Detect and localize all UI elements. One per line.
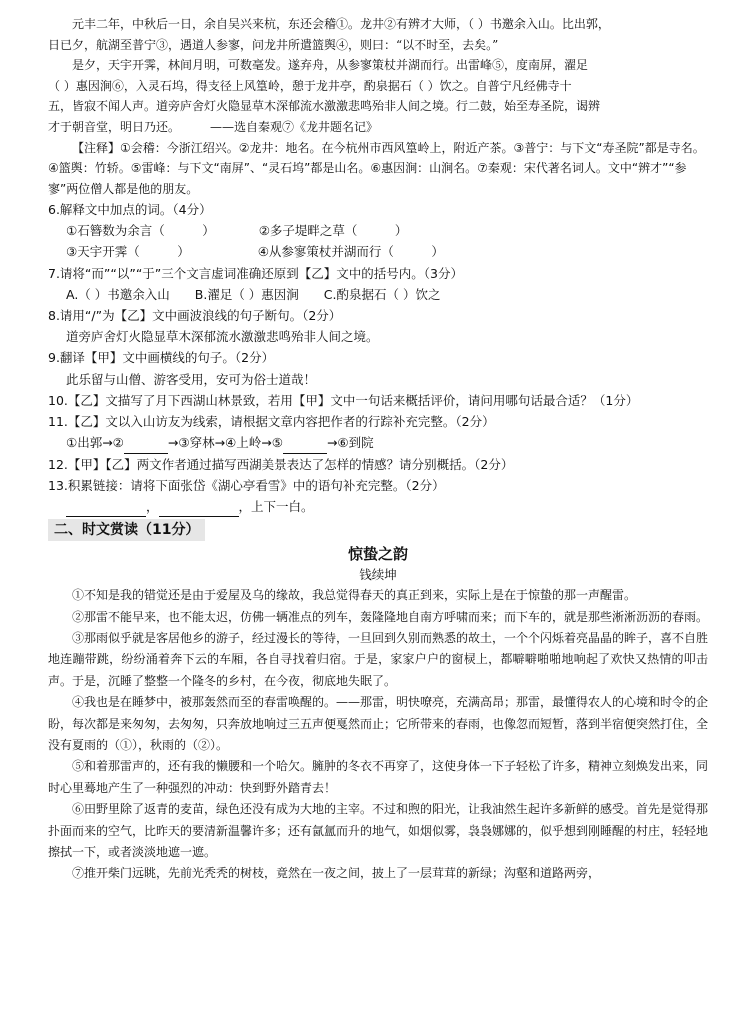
- article-title: 惊蛰之韵: [347, 545, 408, 564]
- article-author: 钱续坤: [359, 567, 397, 583]
- question-13-blanks: [48, 496, 708, 517]
- q13-tail: ，上下一白。: [238, 498, 314, 514]
- passage-line: 元丰二年，中秋后一日，余自吴兴来杭，东还会稽①。龙井②有辨才大师，（ ）书邀余入山。比出郭，: [72, 17, 610, 31]
- classical-passage: [48, 14, 708, 138]
- answer-blank[interactable]: [66, 502, 146, 517]
- passage-line: 是夕，天宇开霁，林间月明，可数毫发。遂弃舟，从参寥策杖并湖而行。出雷峰⑤，度南屏，濯足: [72, 58, 589, 73]
- article-paragraph: ①不知是我的错觉还是由于爱屋及乌的缘故，我总觉得春天的真正到来，实际上是在于惊蛰的那一声醒雷。: [72, 588, 637, 603]
- question-13: 13.积累链接：请将下面张岱《湖心亭看雪》中的语句补充完整。（2分）: [48, 477, 445, 493]
- answer-blank[interactable]: [124, 439, 168, 454]
- question-12: 12.【甲】【乙】两文作者通过描写西湖美景表达了怎样的情感？请分别概括。（2分）: [48, 456, 514, 472]
- answer-blank[interactable]: [283, 439, 327, 454]
- comma: ，: [146, 498, 159, 514]
- passage-line: （ ）惠因涧⑥，入灵石坞，得支径上风篁岭，憩于龙井亭，酌泉据石（ ）饮之。自普宁凡经佛寺十: [48, 78, 572, 93]
- article-paragraph: ②那雷不能早来，也不能太迟，仿佛一辆准点的列车，轰隆隆地自南方呼啸而来；而下车的，就是那些淅淅沥沥的春雨。: [72, 609, 709, 624]
- question-9-text: 此乐留与山僧、游客受用，安可为俗士道哉！: [66, 371, 317, 387]
- route-part: →③穿林→④上岭→⑤: [167, 435, 283, 451]
- passage-line: 五，皆寂不闻人声。道旁庐舍灯火隐显草木深郁流水激激悲鸣殆非人间之境。行二鼓，始至寿圣院，谒辨: [48, 99, 601, 114]
- question-8-text: 道旁庐舍灯火隐显草木深郁流水激激悲鸣殆非人间之境。: [66, 329, 379, 345]
- annotation-note: 【注释】①会稽：今浙江绍兴。②龙井：地名。在今杭州市西风篁岭上，附近产茶。③普宁：与下文“寿圣院”都是寺名。④篮舆：竹轿。⑤雷峰：与下文“南屏”、“灵石坞”都是山名。⑥惠因涧：山涧名。⑦秦观：宋代著名词人。文中“辨才”“参寥”两位僧人都是他的朋友。: [48, 140, 705, 196]
- article-paragraph: ③那雨似乎就是客居他乡的游子，经过漫长的等待，一旦回到久别而熟悉的故土，一个个闪烁着亮晶晶的眸子，喜不自胜地连蹦带跳，纷纷涌着奔下云的车厢，各自寻找着归宿。于是，家家户户的窗棂上，都噼噼啪啪地响起了欢快又热情的叩击声。于是，沉睡了整整一个隆冬的乡村，在今夜，彻底地失眠了。: [48, 630, 709, 688]
- question-6-row2: [48, 241, 708, 262]
- passage-line: 才于朝音堂，明日乃还。 ——选自秦观⑦《龙井题名记》: [48, 119, 379, 134]
- section-heading: 二、时文赏读（11分）: [48, 519, 205, 541]
- article-paragraph: ④我也是在睡梦中，被那轰然而至的春雷唤醒的。——那雷，明快嘹亮，充满高昂；那雷，最懂得农人的心境和时令的企盼，每次都是来匆匆，去匆匆，只奔放地响过三五声便戛然而止；它所带来的春雨，也像忽而短暂，落到半宿便突然打住，全没有夏雨的（①），秋雨的（②）。: [48, 695, 709, 752]
- question-7-options: A.（ ）书邀余入山 B.濯足（ ）惠因涧 C.酌泉据石（ ）饮之: [66, 286, 441, 302]
- question-8: 8.请用“/”为【乙】文中画波浪线的句子断句。（2分）: [48, 308, 342, 324]
- route-part: ①出郭→②: [66, 435, 124, 451]
- q6-item-b: ②多子堤畔之草（ ）: [258, 223, 408, 239]
- answer-blank[interactable]: [159, 502, 239, 517]
- passage-line: 日已夕，航湖至普宁③，遇道人参寥，问龙井所遣篮舆④，则曰：“以不时至，去矣。”: [48, 37, 499, 52]
- route-part: →⑥到院: [326, 435, 374, 451]
- q6-item-c: ③天宇开霁（ ）: [66, 244, 190, 260]
- article-paragraph: ⑥田野里除了返青的麦苗，绿色还没有成为大地的主宰。不过和煦的阳光，让我油然生起许多新鲜的感受。首先是觉得那扑面而来的空气，比昨天的要清新温馨许多；还有氤氲而升的地气，如烟似雾，袅袅娜娜的，似乎想到刚睡醒的村庄，轻轻地擦拭一下，或者淡淡地遮一遮。: [48, 802, 709, 859]
- question-10: 10.【乙】文描写了月下西湖山林景致，若用【甲】文中一句话来概括评价，请问用哪句话最合适？（1分）: [48, 392, 639, 408]
- question-6: 6.解释文中加点的词。（4分）: [48, 202, 212, 218]
- article-paragraph: ⑦推开柴门远眺，先前光秃秃的树枝，竟然在一夜之间，披上了一层茸茸的新绿；沟壑和道路两旁，: [72, 866, 601, 881]
- question-6-row1: [48, 220, 708, 241]
- question-11: 11.【乙】文以入山访友为线索，请根据文章内容把作者的行踪补充完整。（2分）: [48, 414, 495, 430]
- exam-page: [48, 14, 708, 885]
- question-11-route: [48, 432, 708, 453]
- article-body: [48, 585, 708, 885]
- question-9: 9.翻译【甲】文中画横线的句子。（2分）: [48, 350, 275, 366]
- q6-item-a: ①石簪数为余言（ ）: [66, 223, 215, 239]
- question-7: 7.请将“而”“以”“于”三个文言虚词准确还原到【乙】文中的括号内。（3分）: [48, 265, 463, 281]
- q6-item-d: ④从参寥策杖并湖而行（ ）: [257, 244, 444, 260]
- article-paragraph: ⑤和着那雷声的，还有我的懒腰和一个哈欠。臃肿的冬衣不再穿了，这使身体一下子轻松了许多，精神立刻焕发出来，同时心里蓦地产生了一种强烈的冲动：快到野外踏青去！: [48, 759, 709, 795]
